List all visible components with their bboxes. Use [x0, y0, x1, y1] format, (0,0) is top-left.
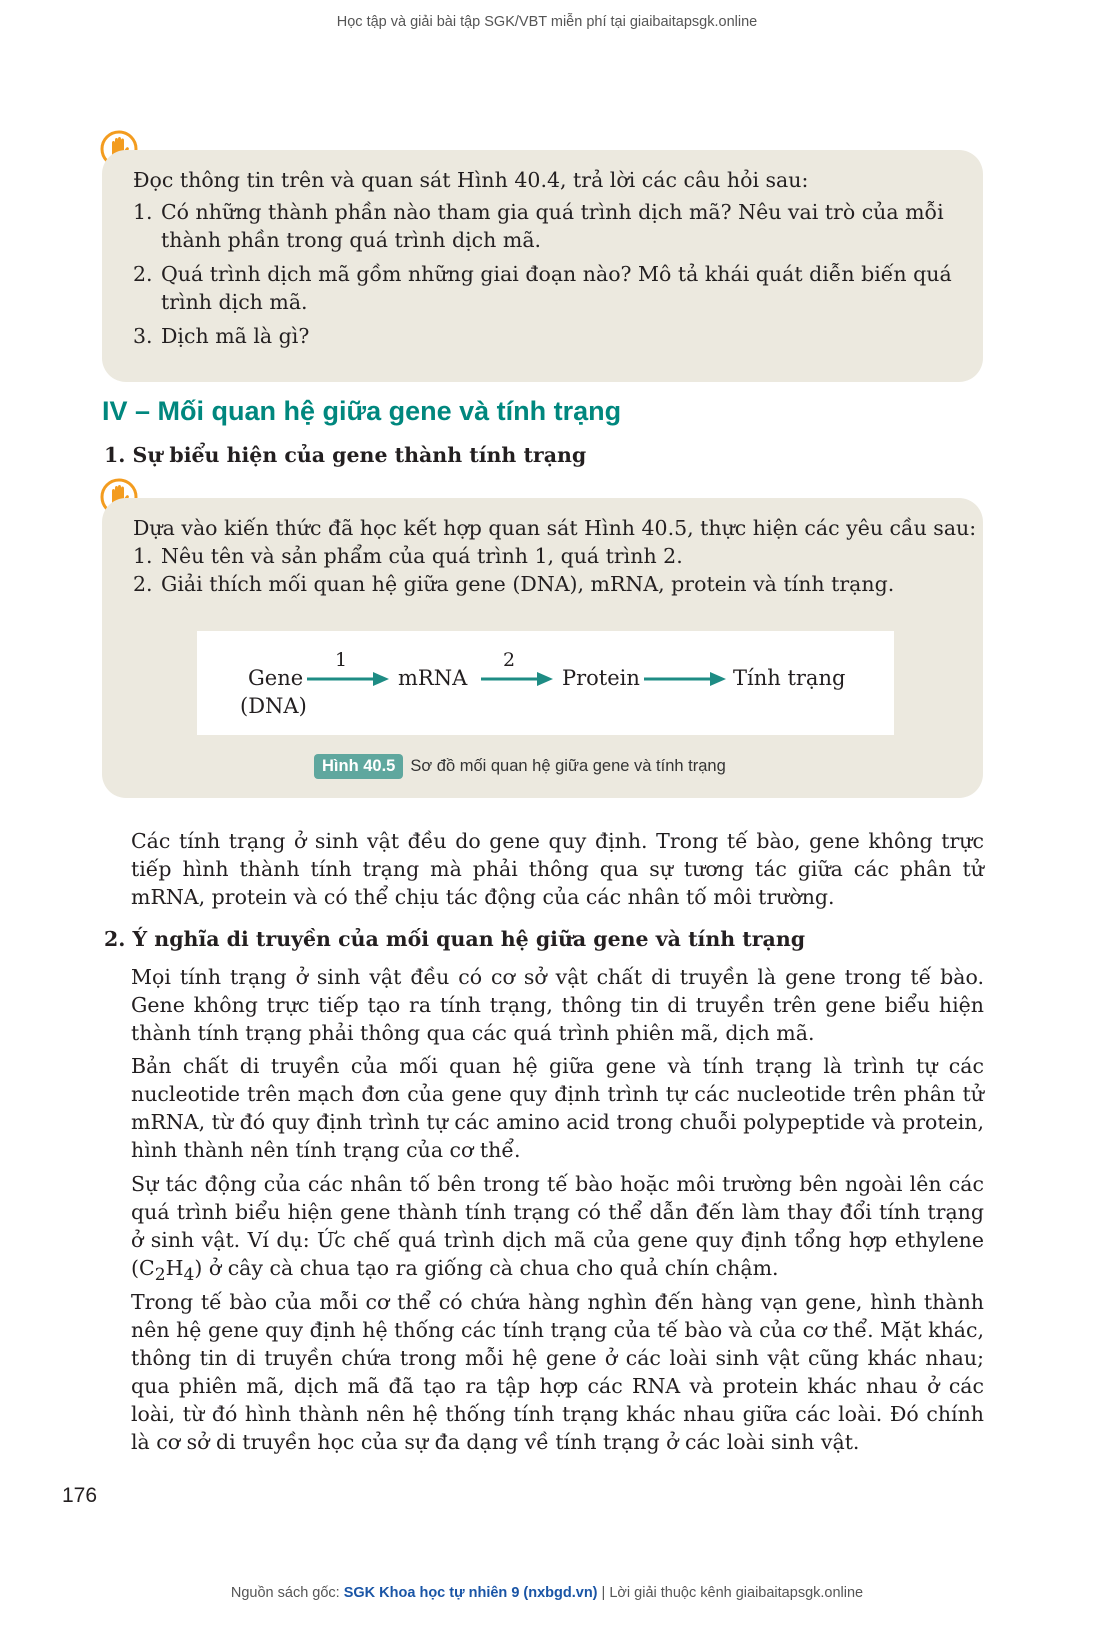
- gene-trait-diagram: [197, 631, 894, 735]
- diagram-dna-label: (DNA): [240, 694, 307, 718]
- arrow-right-icon: [481, 671, 553, 687]
- question-list: [133, 542, 957, 598]
- page-footer: Nguồn sách gốc: SGK Khoa học tự nhiên 9 (nxbgd.vn) | Lời giải thuộc kênh giaibaitapsgk.online: [230, 1585, 864, 1601]
- diagram-protein-label: Protein: [562, 666, 640, 690]
- source-link[interactable]: SGK Khoa học tự nhiên 9 (nxbgd.vn): [343, 1585, 598, 1601]
- list-item: 2. Giải thích mối quan hệ giữa gene (DNA), mRNA, protein và tính trạng.: [133, 572, 895, 596]
- list-item: 2. Quá trình dịch mã gồm những giai đoạn nào? Mô tả khái quát diễn biến quá trình dịch mã.: [133, 262, 952, 314]
- paragraph: Các tính trạng ở sinh vật đều do gene quy định. Trong tế bào, gene không trực tiếp hình thành tính trạng mà phải thông qua sự tương tác giữa các phân tử mRNA, protein và có thể chịu tác động của các nhân tố môi trường.: [131, 829, 984, 909]
- page-number: 176: [62, 1484, 98, 1507]
- question-list: [133, 198, 957, 356]
- paragraph: Bản chất di truyền của mối quan hệ giữa gene và tính trạng là trình tự các nucleotide trên mạch đơn của gene quy định trình tự các nucleotide trên phân tử mRNA, từ đó quy định trình tự các amino acid trong chuỗi polypeptide và protein, hình thành nên tính trạng của cơ thể.: [131, 1054, 984, 1162]
- diagram-gene-label: Gene: [248, 666, 304, 690]
- diagram-mrna-label: mRNA: [398, 666, 468, 690]
- activity-box-2: [102, 498, 983, 798]
- subsection-title-1: 1. Sự biểu hiện của gene thành tính trạng: [104, 443, 587, 467]
- arrow-right-icon: [644, 671, 726, 687]
- figure-caption: [314, 753, 726, 779]
- diagram-step-2-label: 2: [503, 649, 516, 671]
- list-item: 1. Có những thành phần nào tham gia quá trình dịch mã? Nêu vai trò của mỗi thành phần trong quá trình dịch mã.: [133, 200, 944, 252]
- activity-intro: Dựa vào kiến thức đã học kết hợp quan sát Hình 40.5, thực hiện các yêu cầu sau:: [133, 516, 977, 540]
- arrow-right-icon: [307, 671, 389, 687]
- activity-intro: Đọc thông tin trên và quan sát Hình 40.4, trả lời các câu hỏi sau:: [133, 168, 809, 192]
- diagram-trait-label: Tính trạng: [733, 666, 846, 690]
- paragraph: Trong tế bào của mỗi cơ thể có chứa hàng nghìn đến hàng vạn gene, hình thành nên hệ gene quy định hệ thống các tính trạng của tế bào và của cơ thể. Mặt khác, thông tin di truyền chứa trong mỗi hệ gene ở các loài sinh vật cũng khác nhau; qua phiên mã, dịch mã đã tạo ra tập hợp các RNA và protein khác nhau ở các loài, từ đó hình thành nên hệ thống tính trạng khác nhau giữa các loài. Đó chính là cơ sở di truyền học của sự đa dạng về tính trạng ở các loài sinh vật.: [131, 1290, 984, 1454]
- subsection-title-2: 2. Ý nghĩa di truyền của mối quan hệ giữa gene và tính trạng: [104, 927, 806, 951]
- section-title: IV – Mối quan hệ giữa gene và tính trạng: [102, 396, 622, 426]
- paragraph: Mọi tính trạng ở sinh vật đều có cơ sở vật chất di truyền là gene trong tế bào. Gene không trực tiếp tạo ra tính trạng, thông tin di truyền trên gene biểu hiện thành tính trạng phải thông qua các quá trình phiên mã, dịch mã.: [131, 965, 984, 1045]
- activity-box-1: [102, 150, 983, 382]
- figure-caption-text: Sơ đồ mối quan hệ giữa gene và tính trạng: [410, 756, 726, 775]
- figure-label-badge: Hình 40.5: [314, 754, 403, 779]
- list-item: 1. Nêu tên và sản phẩm của quá trình 1, quá trình 2.: [133, 544, 683, 568]
- list-item: 3. Dịch mã là gì?: [133, 324, 310, 348]
- paragraph: Sự tác động của các nhân tố bên trong tế bào hoặc môi trường bên ngoài lên các quá trình biểu hiện gene thành tính trạng có thể dẫn đến làm thay đổi tính trạng ở sinh vật. Ví dụ: Ức chế quá trình dịch mã của gene quy định tổng hợp ethylene $(C_2H_4)$ ở cây cà chua tạo ra giống cà chua cho quả chín chậm.: [131, 1172, 984, 1286]
- diagram-step-1-label: 1: [335, 649, 348, 671]
- page-header: Học tập và giải bài tập SGK/VBT miễn phí tại giaibaitapsgk.online: [336, 14, 758, 30]
